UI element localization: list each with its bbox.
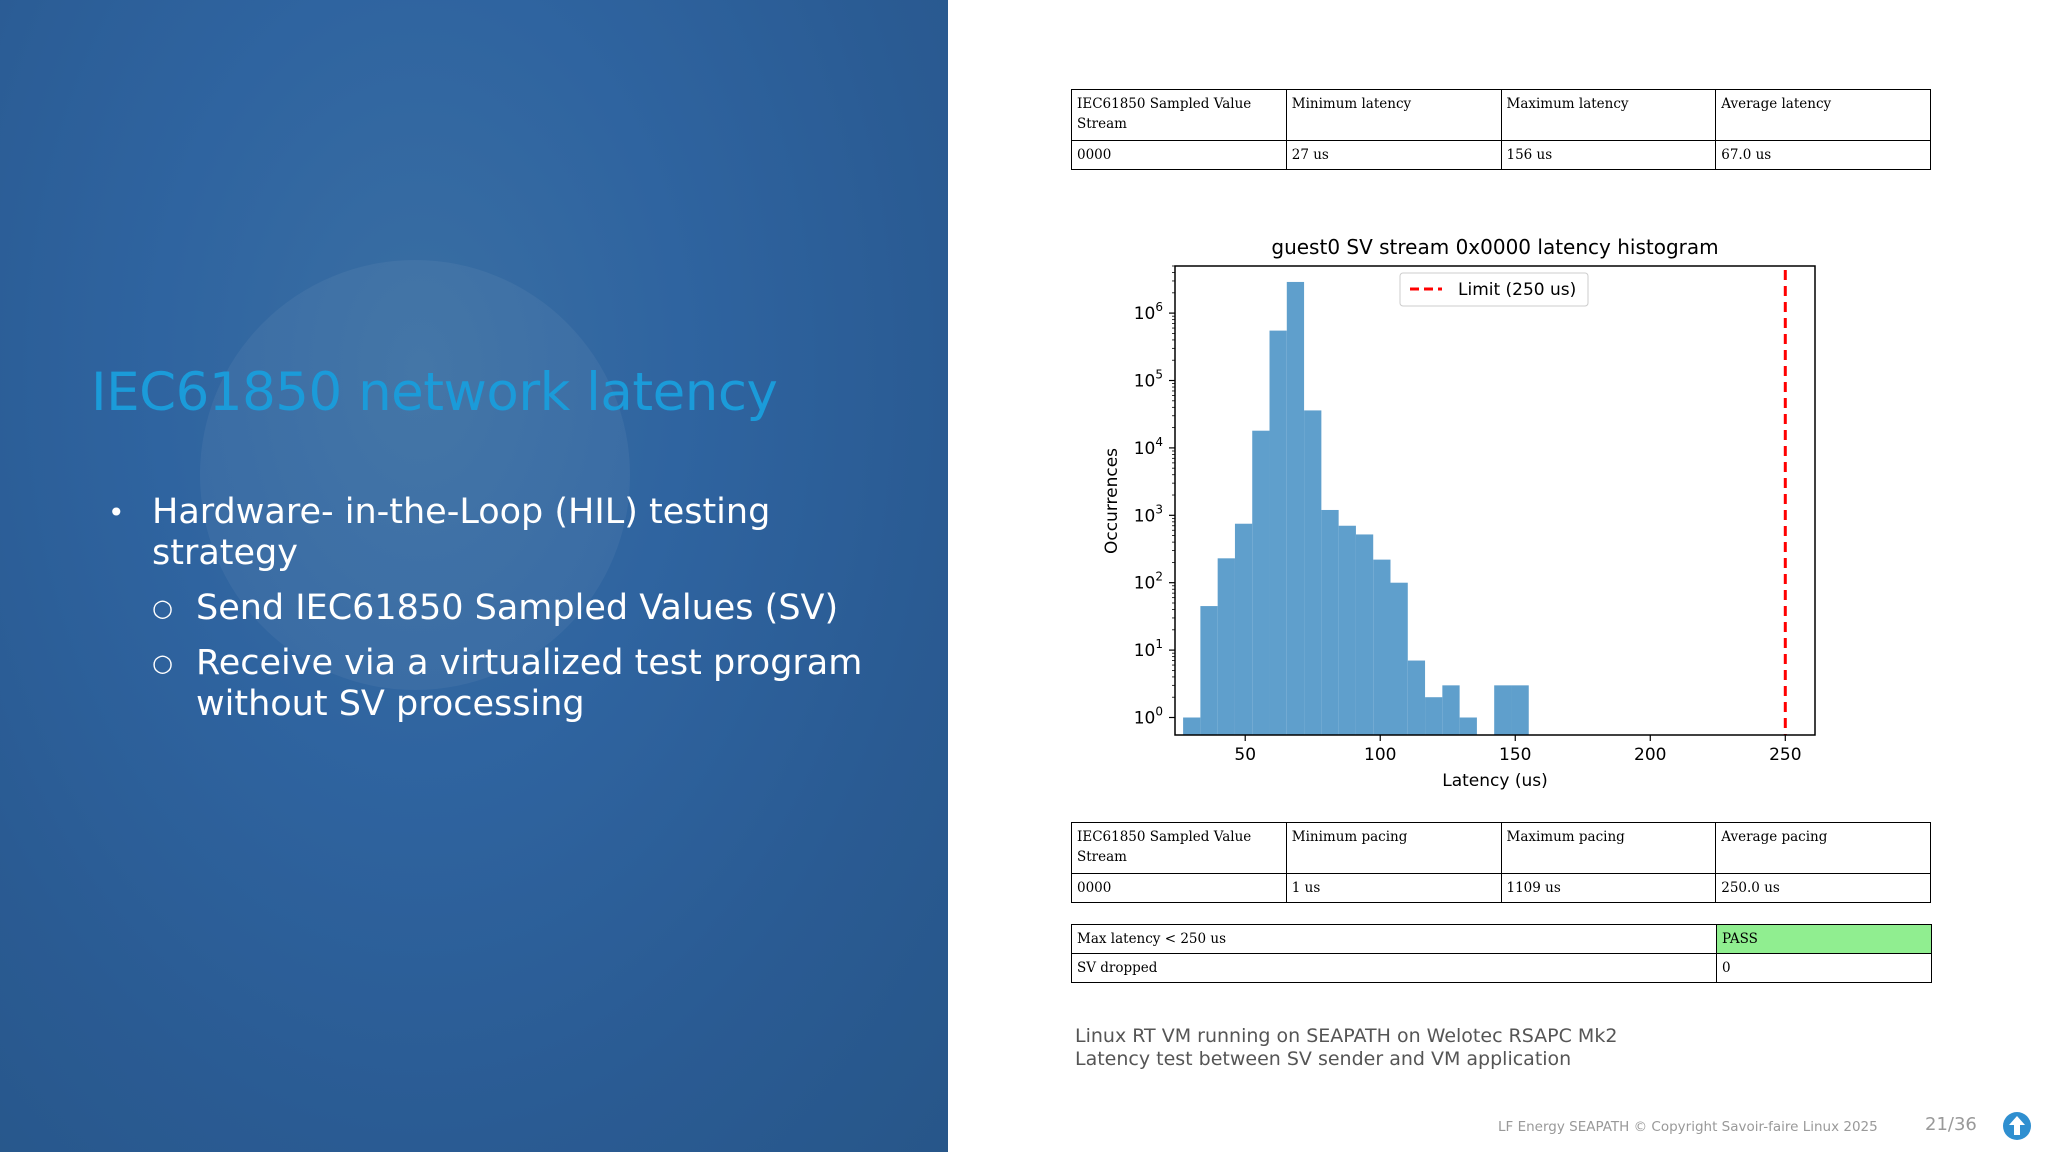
histogram-bar: [1390, 583, 1407, 735]
histogram-bar: [1356, 534, 1373, 735]
x-axis-ticks: [1234, 735, 1801, 765]
histogram-bars: [1183, 282, 1529, 735]
table-header-row: [1072, 90, 1931, 141]
x-tick-label: 150: [1499, 745, 1532, 765]
chart-legend: [1400, 273, 1588, 306]
sub-bullet-text: Send IEC61850 Sampled Values (SV): [196, 588, 839, 628]
histogram-bar: [1339, 526, 1356, 735]
status-badge: PASS: [1717, 925, 1932, 954]
x-tick-label: 200: [1634, 745, 1667, 765]
table-row: [1072, 954, 1932, 983]
sub-bullet-item: [108, 588, 908, 629]
histogram-bar: [1373, 560, 1390, 735]
page-number: 21/36: [1925, 1114, 1977, 1135]
histogram-bar: [1321, 510, 1338, 735]
y-tick-label: $10^5$: [1133, 367, 1163, 392]
x-tick-label: 100: [1364, 745, 1397, 765]
histogram-bar: [1235, 524, 1252, 735]
table-row: [1072, 874, 1931, 903]
y-axis-ticks: [1134, 266, 1175, 729]
latency-table: [1071, 89, 1931, 170]
sub-bullet-item: [108, 643, 908, 725]
y-axis-label: Occurrences: [1102, 447, 1122, 555]
histogram-bar: [1200, 606, 1217, 735]
histogram-bar: [1270, 331, 1287, 735]
result-table: [1071, 924, 1932, 983]
table-row: [1072, 141, 1931, 170]
slide-title: IEC61850 network latency: [91, 362, 778, 423]
y-tick-label: $10^4$: [1133, 434, 1163, 459]
y-tick-label: $10^2$: [1133, 569, 1163, 594]
x-tick-label: 250: [1769, 745, 1802, 765]
histogram-bar: [1183, 718, 1200, 735]
table-header-cell: Minimum latency: [1286, 90, 1501, 141]
histogram-bar: [1494, 685, 1511, 735]
table-cell: 67.0 us: [1716, 141, 1931, 170]
histogram-bar: [1408, 661, 1425, 735]
table-header-cell: IEC61850 Sampled Value Stream: [1072, 90, 1287, 141]
table-header-cell: Average latency: [1716, 90, 1931, 141]
bullet-text: Hardware- in-the-Loop (HIL) testing strategy: [152, 492, 771, 573]
table-cell: 0000: [1072, 141, 1287, 170]
result-label: Max latency < 250 us: [1072, 925, 1717, 954]
seapath-logo-icon: [2002, 1111, 2032, 1141]
x-axis-label: Latency (us): [1442, 771, 1548, 791]
table-header-cell: Average pacing: [1716, 823, 1931, 874]
footer-copyright: LF Energy SEAPATH © Copyright Savoir-faire Linux 2025: [1498, 1119, 1878, 1135]
latency-histogram-chart: [1090, 226, 1850, 806]
pacing-table: [1071, 822, 1931, 903]
table-cell: 0000: [1072, 874, 1287, 903]
table-header-cell: Maximum pacing: [1501, 823, 1716, 874]
histogram-bar: [1442, 685, 1459, 735]
table-header-row: [1072, 823, 1931, 874]
histogram-bar: [1252, 431, 1269, 735]
histogram-bar: [1511, 685, 1528, 735]
histogram-bar: [1425, 697, 1442, 735]
table-cell: 27 us: [1286, 141, 1501, 170]
table-cell: 250.0 us: [1716, 874, 1931, 903]
bullet-item: [108, 492, 908, 574]
histogram-bar: [1460, 718, 1477, 735]
bullet-dot-icon: •: [108, 496, 125, 529]
table-header-cell: Maximum latency: [1501, 90, 1716, 141]
histogram-bar: [1287, 282, 1304, 735]
histogram-bar: [1218, 558, 1235, 735]
caption-line: Linux RT VM running on SEAPATH on Welotec RSAPC Mk2: [1075, 1025, 1618, 1047]
sub-bullet-circle-icon: ○: [152, 594, 173, 622]
result-value: 0: [1717, 954, 1932, 983]
y-tick-label: $10^1$: [1133, 637, 1163, 662]
table-header-cell: Minimum pacing: [1286, 823, 1501, 874]
table-cell: 1109 us: [1501, 874, 1716, 903]
chart-title: guest0 SV stream 0x0000 latency histogram: [1271, 235, 1719, 259]
left-panel: [0, 0, 948, 1152]
result-label: SV dropped: [1072, 954, 1717, 983]
table-cell: 156 us: [1501, 141, 1716, 170]
y-tick-label: $10^3$: [1133, 502, 1163, 527]
table-cell: 1 us: [1286, 874, 1501, 903]
bullet-list: [108, 492, 908, 725]
sub-bullet-text: Receive via a virtualized test program without SV processing: [196, 643, 863, 724]
y-tick-label: $10^0$: [1133, 704, 1163, 729]
caption-line: Latency test between SV sender and VM application: [1075, 1048, 1572, 1070]
x-tick-label: 50: [1234, 745, 1257, 765]
legend-label: Limit (250 us): [1458, 280, 1577, 300]
table-row: [1072, 925, 1932, 954]
caption: [1075, 1025, 1617, 1071]
sub-bullet-circle-icon: ○: [152, 649, 173, 677]
histogram-bar: [1304, 410, 1321, 735]
table-header-cell: IEC61850 Sampled Value Stream: [1072, 823, 1287, 874]
y-tick-label: $10^6$: [1133, 300, 1163, 325]
